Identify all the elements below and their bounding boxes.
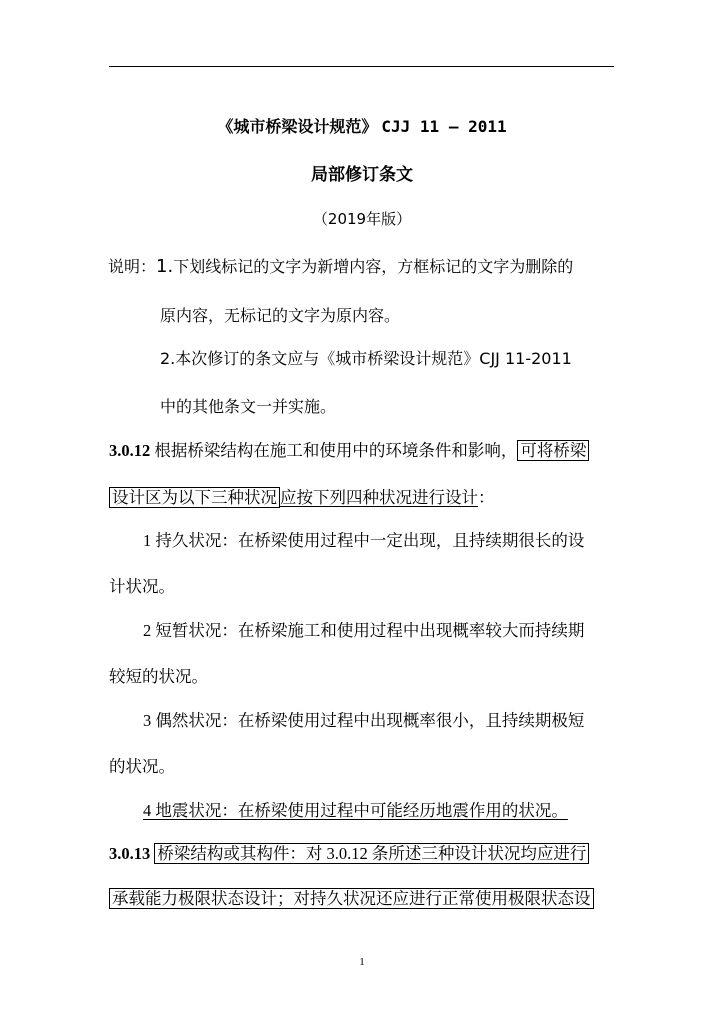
header-rule [109,66,614,67]
document-title [0,114,724,137]
notes-line-3: 2.本次修订的条文应与《城市桥梁设计规范》CJJ 11-2011 [160,349,572,368]
notes-label: 说明： [108,257,157,276]
added-text-underline: 应按下列四种状况进行设计 [280,488,478,507]
clause-3012-item-3-line-1: 3 偶然状况：在桥梁使用过程中出现概率很小，且持续期极短 [143,711,585,730]
notes-line-1 [108,254,573,277]
clause-3012-line-2 [109,484,495,508]
clause-3012-item-2-line-2: 较短的状况。 [109,667,208,686]
clause-3012-punctuation: ： [478,488,495,507]
document-subtitle: 局部修订条文 [311,165,413,185]
clause-3012-item-3-line-2: 的状况。 [109,757,175,776]
added-text-underline: 4 地震状况：在桥梁使用过程中可能经历地震作用的状况。 [143,801,568,820]
clause-3012-item-4 [143,797,568,821]
deleted-text-box: 承载能力极限状态设计；对持久状况还应进行正常使用极限状态设 [109,888,594,909]
clause-3012-item-1-line-2: 计状况。 [109,577,175,596]
clause-3013-number: 3.0.13 [109,844,151,863]
clause-3012-text: 根据桥梁结构在施工和使用中的环境条件和影响， [154,441,518,460]
clause-3013-line-1 [109,840,589,864]
deleted-text-box: 设计区为以下三种状况 [109,487,280,508]
title-code: CJJ 11 – 2011 [381,117,507,136]
deleted-text-box: 桥梁结构或其构件：对 3.0.12 条所述三种设计状况均应进行 [154,843,589,864]
clause-3012-number: 3.0.12 [109,441,151,460]
clause-3013-line-2 [109,885,594,909]
clause-3012-item-2-line-1: 2 短暂状况：在桥梁施工和使用过程中出现概率较大而持续期 [143,621,585,640]
notes-item1-text: 下划线标记的文字为新增内容，方框标记的文字为删除的 [173,257,574,276]
notes-line-4: 中的其他条文一并实施。 [160,397,337,416]
clause-3012-item-1-line-1: 1 持久状况：在桥梁使用过程中一定出现，且持续期很长的设 [143,531,585,550]
edition-label: （2019年版） [312,210,412,228]
title-book-name: 《城市桥梁设计规范》 [217,117,378,136]
clause-3012-line-1 [109,437,589,461]
notes-item1-number: 1. [156,256,174,277]
notes-line-2: 原内容，无标记的文字为原内容。 [160,306,401,325]
deleted-text-box: 可将桥梁 [517,440,589,461]
page-number: 1 [359,956,365,968]
